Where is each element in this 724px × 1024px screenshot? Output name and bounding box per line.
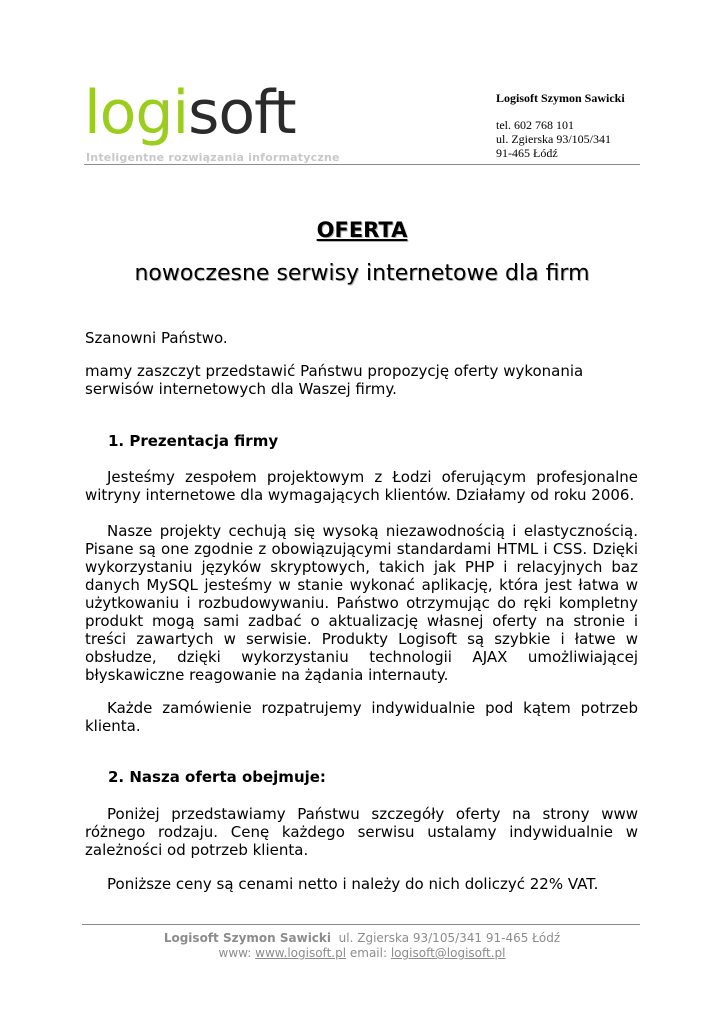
section-2-paragraph-2: Poniższe ceny są cenami netto i należy do nich doliczyć 22% VAT.: [107, 875, 599, 893]
footer-line-1: [0, 931, 724, 945]
logo: [84, 80, 296, 146]
section-1-paragraph-1: Jesteśmy zespołem projektowym z Łodzi oferującym profesjonalne witryny internetowe dla wymagających klientów. Działamy od roku 2006.: [85, 468, 638, 504]
section-1-paragraph-3: Każde zamówienie rozpatrujemy indywidualnie pod kątem potrzeb klienta.: [85, 699, 638, 735]
email-link[interactable]: logisoft@logisoft.pl: [390, 946, 506, 960]
website-link[interactable]: www.logisoft.pl: [255, 946, 347, 960]
greeting: Szanowni Państwo.: [85, 329, 228, 347]
contact-block: [496, 118, 611, 160]
section-1-heading: 1. Prezentacja firmy: [108, 432, 279, 450]
company-name: Logisoft Szymon Sawicki: [496, 91, 625, 105]
footer-address: ul. Zgierska 93/105/341 91-465 Łódź: [338, 931, 561, 945]
document-subtitle: nowoczesne serwisy internetowe dla firm: [134, 261, 590, 286]
logo-text-green: logi: [84, 78, 189, 148]
footer-line-2: [0, 946, 724, 960]
intro-paragraph: mamy zaszczyt przedstawić Państwu propozycję oferty wykonania serwisów internetowych dla Waszej firmy.: [85, 362, 584, 398]
document-title: OFERTA: [316, 218, 408, 242]
footer-email-label: email:: [349, 946, 388, 960]
phone: tel. 602 768 101: [496, 118, 574, 132]
section-2-paragraph-1: Poniżej przedstawiamy Państwu szczegóły oferty na strony www różnego rodzaju. Cenę każdego serwisu ustalamy indywidualnie w zależności od potrzeb klienta.: [85, 805, 638, 859]
footer-www-label: www:: [218, 946, 252, 960]
tagline: Inteligentne rozwiązania informatyczne: [86, 151, 340, 164]
logo-text-dark: soft: [188, 78, 296, 148]
header-divider: [84, 164, 640, 165]
footer-company: Logisoft Szymon Sawicki: [163, 931, 332, 945]
address-line-2: 91-465 Łódź: [496, 146, 558, 160]
section-1-paragraph-2: Nasze projekty cechują się wysoką niezawodnością i elastycznością. Pisane są one zgodnie z obowiązującymi standardami HTML i CSS. Dzięki wykorzystaniu języków skryptowych, takich jak PHP i relacyjnych baz danych MySQL jesteśmy w stanie wykonać aplikację, która jest łatwa w użytkowaniu i rozbudowywaniu. Państwo otrzymując do ręki kompletny produkt mogą sami zadbać o aktualizację własnej oferty na stronie i treści zawartych w serwisie. Produkty Logisoft są szybkie i łatwe w obsłudze, dzięki wykorzystaniu technologii AJAX umożliwiającej błyskawiczne reagowanie na żądania internauty.: [85, 522, 638, 684]
address-line-1: ul. Zgierska 93/105/341: [496, 132, 611, 146]
footer-divider: [82, 924, 640, 925]
section-2-heading: 2. Nasza oferta obejmuje:: [108, 768, 326, 786]
